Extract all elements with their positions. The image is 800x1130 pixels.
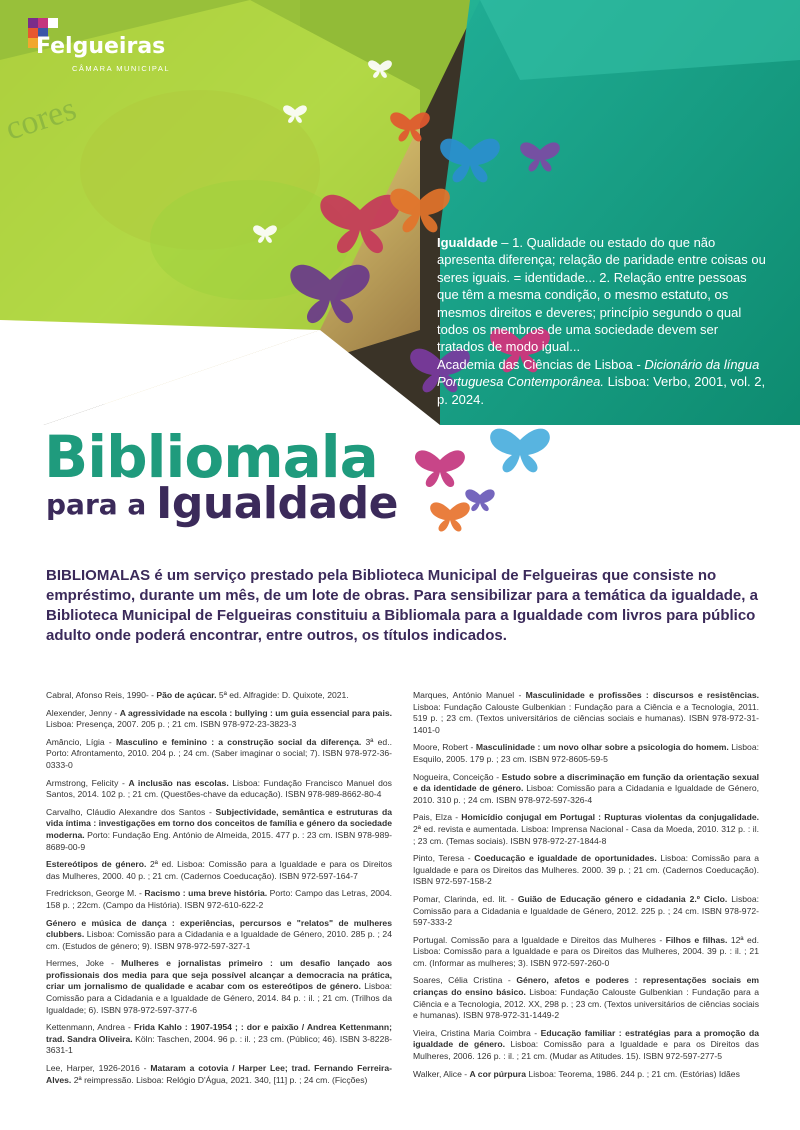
definition-source-prefix: Academia das Ciências de Lisboa - [437,356,645,372]
book-entry: Género e música de dança : experiências, percursos e "relatos" de mulheres clubbers. Lisboa: Comissão para a Cidadania e a Igualdade de Género, 2010. 285 p. ; 24 cm. (Estudos de género; 9). ISBN 978-972-597-327-1 [46,917,392,951]
book-entry: Cabral, Afonso Reis, 1990- - Pão de açúcar. 5ª ed. Alfragide: D. Quixote, 2021. [46,690,349,700]
definition-source-title: Dicionário da língua Portuguesa Contemporânea. [437,356,760,390]
definition-text [437,234,767,408]
book-entry: Portugal. Comissão para a Igualdade e Direitos das Mulheres - Filhos e filhas. 12ª ed. Lisboa: Comissão para a Igualdade e para os Direitos das Mulheres, 2004. 39 p. : il. ; 21 cm. (Informar as mulheres; 3). ISBN 972-597-260-0 [413,934,759,968]
definition-body: – 1. Qualidade ou estado do que não apresenta diferença; relação de paridade entre coisas ou seres iguais. = identidade... 2. Relação entre pessoas que têm a mesma condição, o mesmo estatuto, os mesmos direitos e deveres; princípio segundo o qual todos os membros de uma sociedade devem ser tratados de modo igual... [437,235,766,355]
book-entry: Fredrickson, George M. - Racismo : uma breve história. Porto: Campo das Letras, 2004. 158 p. ; 22cm. (Campo da História). ISBN 972-610-622-2 [46,888,392,910]
page-title-main: Bibliomala [44,423,378,491]
book-entry: Kettenmann, Andrea - Frida Kahlo : 1907-1954 ; : dor e paixão / Andrea Kettenmann; trad. Sandra Oliveira. Köln: Taschen, 2004. 96 p. : il. ; 23 cm. (Público; 46). ISBN 3-8228-3631-1 [46,1022,392,1056]
book-entry: Lee, Harper, 1926-2016 - Mataram a cotovia / Harper Lee; trad. Fernando Ferreira-Alves. 2ª reimpressão. Lisboa: Relógio D'Água, 2021. 340, [11] p. ; 24 cm. (Ficções) [46,1063,392,1085]
intro-body: é um serviço prestado pela Biblioteca Municipal de Felgueiras que consiste no empréstimo, durante um mês, de um lote de obras. Para sensibilizar para a temática da igualdade, a Biblioteca Municipal de Felgueiras constituiu a Bibliomala para a Igualdade com livros para público adulto onde poderá encontrar, entre outros, os títulos indicados. [46,567,758,644]
definition-term: Igualdade [437,235,498,250]
book-entry: Armstrong, Felicity - A inclusão nas escolas. Lisboa: Fundação Francisco Manuel dos Santos, 2014. 102 p. ; 21 cm. (Questões-chave da educação). ISBN 978-989-8662-80-4 [46,777,392,800]
book-entry: Vieira, Cristina Maria Coimbra - Educação familiar : estratégias para a promoção da igualdade de género. Lisboa: Comissão para a Igualdade e para os Direitos das Mulheres, 2006. 126 p. : il. ; 21 cm. (Mudar as Atitudes. 15). ISBN 972-597-277-5 [413,1027,759,1062]
logo-name: Felgueiras [36,34,166,59]
book-entry: Nogueira, Conceição - Estudo sobre a discriminação em função da orientação sexual e da identidade de género. Lisboa: Comissão para a Cidadania e Igualdade de Género, 2010. 310 p. ; 24 cm. ISBN 978-972-597-326-4 [413,771,759,805]
book-entry: Hermes, Joke - Mulheres e jornalistas primeiro : um desafio lançado aos profissionais dos media para que seja possível alcançar a democracia na prática, criar um jornalismo de qualidade e acabar com os estereótipos de género. Lisboa: Comissão para a Cidadania e a Igualdade de Género, 2014. 84 p. : il. ; 21 cm. (Trilhos da Igualdade; 6). ISBN 978-972-597-377-6 [46,958,392,1015]
page-title-para-a: para a [46,488,147,521]
book-entry: Moore, Robert - Masculinidade : um novo olhar sobre a psicologia do homem. Lisboa: Esquilo, 2005. 179 p. ; 23 cm. ISBN 972-8605-59-5 [413,742,759,764]
intro-lead: BIBLIOMALAS [46,567,151,584]
intro-paragraph [46,566,758,646]
book-entry: Soares, Célia Cristina - Género, afetos e poderes : representações sociais em crianças do ensino básico. Lisboa: Fundação Calouste Gulbenkian : Fundação para a Ciência e a Tecnologia, 2012. XX, 298 p. ; 23 cm. (Textos universitários de ciências sociais e humanas). ISBN 978-972-31-1449-2 [413,975,760,1021]
book-entry: Walker, Alice - A cor púrpura Lisboa: Teorema, 1986. 244 p. ; 21 cm. (Estórias) Idães [413,1068,740,1079]
book-entry: Pomar, Clarinda, ed. lit. - Guião de Educação género e cidadania 2.º Ciclo. Lisboa: Comissão para a Cidadania e Igualdade de Género, 2012. 225 p. ; 24 cm. ISBN 978-972-597-333-2 [413,893,759,928]
definition-source-suffix: Lisboa: Verbo, 2001, vol. 2, p. 2024. [437,374,766,407]
book-entry: Estereótipos de género. 2ª ed. Lisboa: Comissão para a Igualdade e para os Direitos das Mulheres, 2000. 40 p. ; 21 cm. (Cadernos Coeducação). ISBN 972-597-164-7 [46,859,392,881]
bibliography-left-column [46,690,392,1092]
book-entry: Carvalho, Cláudio Alexandre dos Santos - Subjectividade, semântica e estruturas da vida íntima : investigações em torno dos conceitos de família e género da sociedade moderna. Porto: Fundação Eng. António de Almeida, 2015. 477 p. : 23 cm. ISBN 978-989-8689-00-9 [46,806,392,852]
book-entry: Alexender, Jenny - A agressividade na escola : bullying : um guia essencial para pais. Lisboa: Presença, 2007. 205 p. ; 21 cm. ISBN 978-972-23-3823-3 [46,707,392,730]
book-entry: Pinto, Teresa - Coeducação e igualdade de oportunidades. Lisboa: Comissão para a Igualdade e para os Direitos das Mulheres. 2000. 39 p. ; 21 cm. (Cadernos Coeducação). ISBN 972-597-158-2 [413,853,760,887]
book-entry: Amâncio, Lígia - Masculino e feminino : a construção social da diferença. 3ª ed.. Porto: Afrontamento, 2010. 204 p. ; 24 cm. (Saber imaginar o social; 7). ISBN 978-972-36-0333-0 [46,736,392,770]
page-title-igualdade: Igualdade [156,478,398,529]
book-entry: Pais, Elza - Homicídio conjugal em Portugal : Rupturas violentas da conjugalidade. 2ª ed. revista e aumentada. Lisboa: Imprensa Nacional - Casa da Moeda, 2010. 312 p. : il. ; 23 cm. (Temas sociais). ISBN 978-972-27-1844-8 [413,812,759,846]
bibliography-right-column [413,690,759,1086]
logo-subtitle: CÂMARA MUNICIPAL [72,64,171,73]
book-entry: Marques, António Manuel - Masculinidade e profissões : discursos e resistências. Lisboa: Fundação Calouste Gulbenkian : Fundação para a Ciência e a Tecnologia, 2011. 519 p. ; 23 cm. (Textos universitários de ciências sociais e humanas). ISBN 978-972-31-1401-0 [413,690,759,735]
